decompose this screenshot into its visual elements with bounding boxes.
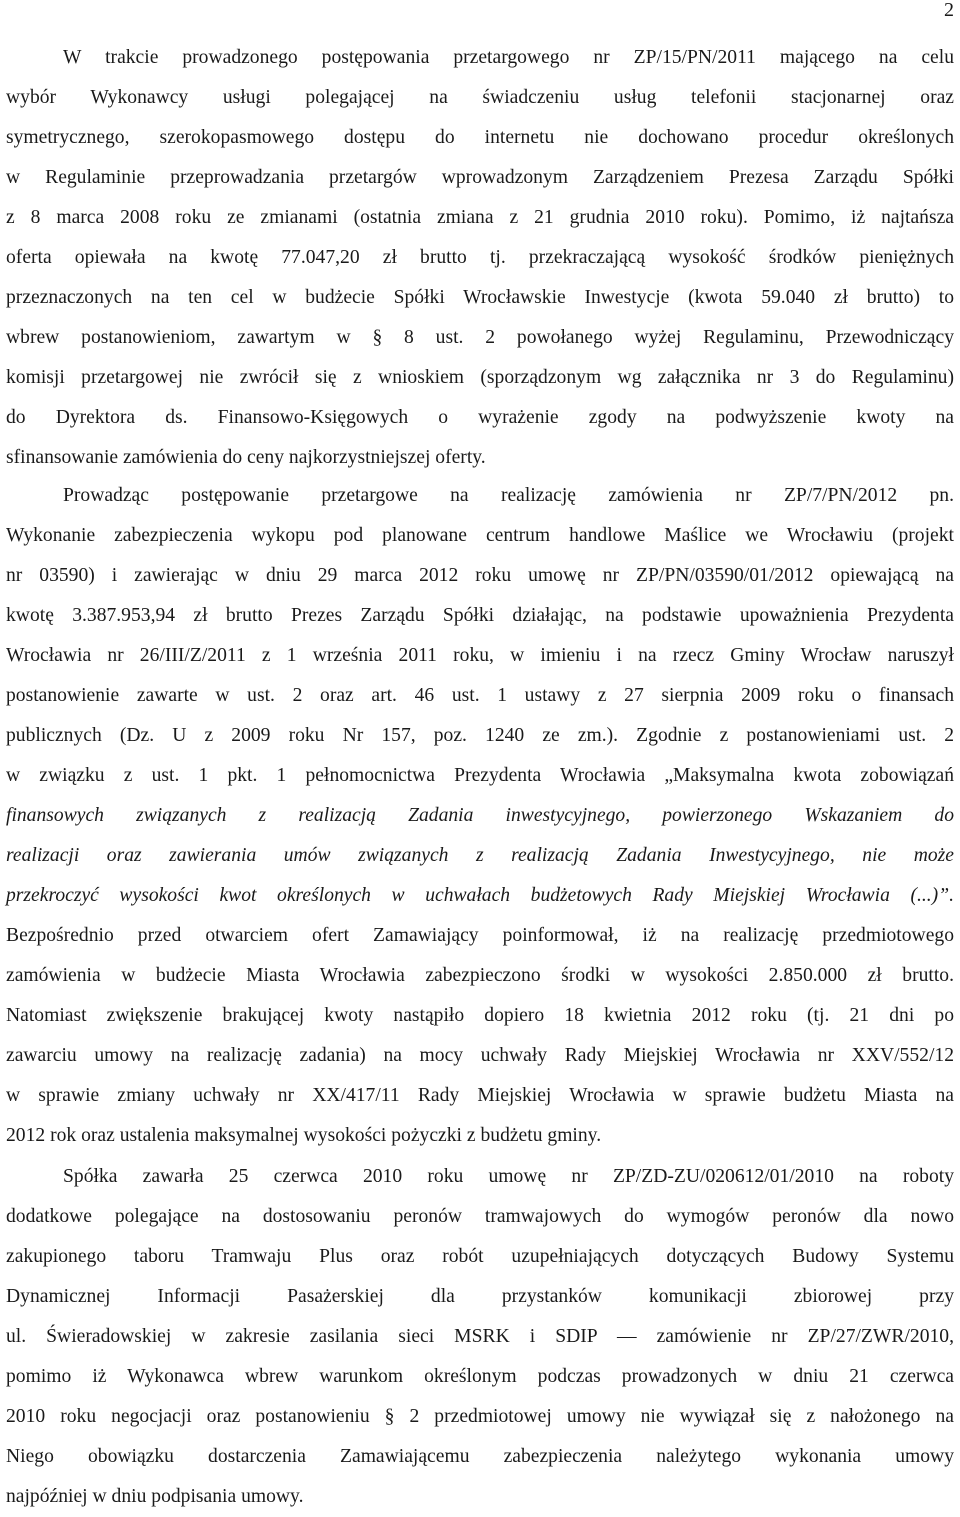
text-line: publicznych (Dz. U z 2009 roku Nr 157, poz. 1240 ze zm.). Zgodnie z postanowieniami ust. 2 — [6, 725, 954, 746]
text-line: Wykonanie zabezpieczenia wykopu pod planowane centrum handlowe Maślice we Wrocławiu (projekt — [6, 525, 954, 546]
text-line: symetrycznego, szerokopasmowego dostępu do internetu nie dochowano procedur określonych — [6, 127, 954, 148]
text-line: finansowych związanych z realizacją Zadania inwestycyjnego, powierzonego Wskazaniem do — [6, 805, 954, 826]
text-line: postanowienie zawarte w ust. 2 oraz art. 46 ust. 1 ustawy z 27 sierpnia 2009 roku o finansach — [6, 685, 954, 706]
text-line: 2010 roku negocjacji oraz postanowieniu § 2 przedmiotowej umowy nie wywiązał się z nałożonego na — [6, 1406, 954, 1427]
text-line: Niego obowiązku dostarczenia Zamawiającemu zabezpieczenia należytego wykonania umowy — [6, 1446, 954, 1467]
text-line: najpóźniej w dniu podpisania umowy. — [6, 1486, 304, 1507]
text-line: przeznaczonych na ten cel w budżecie Spółki Wrocławskie Inwestycje (kwota 59.040 zł brutto) to — [6, 287, 954, 308]
text-line: z 8 marca 2008 roku ze zmianami (ostatnia zmiana z 21 grudnia 2010 roku). Pomimo, iż najtańsza — [6, 207, 954, 228]
text-line: 2012 rok oraz ustalenia maksymalnej wysokości pożyczki z budżetu gminy. — [6, 1125, 602, 1146]
text-line: Wrocławia nr 26/III/Z/2011 z 1 września 2011 roku, w imieniu i na rzecz Gminy Wrocław naruszył — [6, 645, 954, 666]
text-line: Prowadząc postępowanie przetargowe na realizację zamówienia nr ZP/7/PN/2012 pn. — [63, 485, 954, 506]
text-line: W trakcie prowadzonego postępowania przetargowego nr ZP/15/PN/2011 mającego na celu — [63, 47, 954, 68]
page-number: 2 — [944, 0, 954, 21]
text-line: zawarciu umowy na realizację zadania) na mocy uchwały Rady Miejskiej Wrocławia nr XXV/552/12 — [6, 1045, 954, 1066]
text-line: Bezpośrednio przed otwarciem ofert Zamawiający poinformował, iż na realizację przedmiotowego — [6, 925, 954, 946]
text-line: do Dyrektora ds. Finansowo-Księgowych o wyrażenie zgody na podwyższenie kwoty na — [6, 407, 954, 428]
text-line: zamówienia w budżecie Miasta Wrocławia zabezpieczono środki w wysokości 2.850.000 zł brutto. — [6, 965, 954, 986]
text-line: w związku z ust. 1 pkt. 1 pełnomocnictwa Prezydenta Wrocławia „Maksymalna kwota zobowiązań — [6, 765, 954, 786]
paragraph-3 — [6, 1157, 954, 1517]
text-line: zakupionego taboru Tramwaju Plus oraz robót uzupełniających dotyczących Budowy Systemu — [6, 1246, 954, 1267]
text-line: w Regulaminie przeprowadzania przetargów wprowadzonym Zarządzeniem Prezesa Zarządu Spółki — [6, 167, 954, 188]
text-line: w sprawie zmiany uchwały nr XX/417/11 Rady Miejskiej Wrocławia w sprawie budżetu Miasta na — [6, 1085, 954, 1106]
text-line: kwotę 3.387.953,94 zł brutto Prezes Zarządu Spółki działając, na podstawie upoważnienia Prezydenta — [6, 605, 954, 626]
text-line: Spółka zawarła 25 czerwca 2010 roku umowę nr ZP/ZD-ZU/020612/01/2010 na roboty — [63, 1166, 954, 1187]
text-line: wbrew postanowieniom, zawartym w § 8 ust. 2 powołanego wyżej Regulaminu, Przewodniczący — [6, 327, 954, 348]
text-line: ul. Świeradowskiej w zakresie zasilania sieci MSRK i SDIP — zamówienie nr ZP/27/ZWR/2010, — [6, 1326, 954, 1347]
text-line: pomimo iż Wykonawca wbrew warunkom określonym podczas prowadzonych w dniu 21 czerwca — [6, 1366, 954, 1387]
text-line: przekroczyć wysokości kwot określonych w uchwałach budżetowych Rady Miejskiej Wrocławia (...)”. — [6, 885, 954, 906]
text-line: realizacji oraz zawierania umów związanych z realizacją Zadania Inwestycyjnego, nie może — [6, 845, 954, 866]
paragraph-1 — [6, 38, 954, 478]
text-line: nr 03590) i zawierając w dniu 29 marca 2012 roku umowę nr ZP/PN/03590/01/2012 opiewającą na — [6, 565, 954, 586]
text-line: komisji przetargowej nie zwrócił się z wnioskiem (sporządzonym wg załącznika nr 3 do Regulaminu) — [6, 367, 954, 388]
text-line: Natomiast zwiększenie brakującej kwoty nastąpiło dopiero 18 kwietnia 2012 roku (tj. 21 dni po — [6, 1005, 954, 1026]
paragraph-2 — [6, 476, 954, 1156]
text-line: wybór Wykonawcy usługi polegającej na świadczeniu usług telefonii stacjonarnej oraz — [6, 87, 954, 108]
text-line: sfinansowanie zamówienia do ceny najkorzystniejszej oferty. — [6, 447, 486, 468]
text-line: dodatkowe polegające na dostosowaniu peronów tramwajowych do wymogów peronów dla nowo — [6, 1206, 954, 1227]
text-line: Dynamicznej Informacji Pasażerskiej dla przystanków komunikacji zbiorowej przy — [6, 1286, 954, 1307]
text-line: oferta opiewała na kwotę 77.047,20 zł brutto tj. przekraczającą wysokość środków pieniężnych — [6, 247, 954, 268]
